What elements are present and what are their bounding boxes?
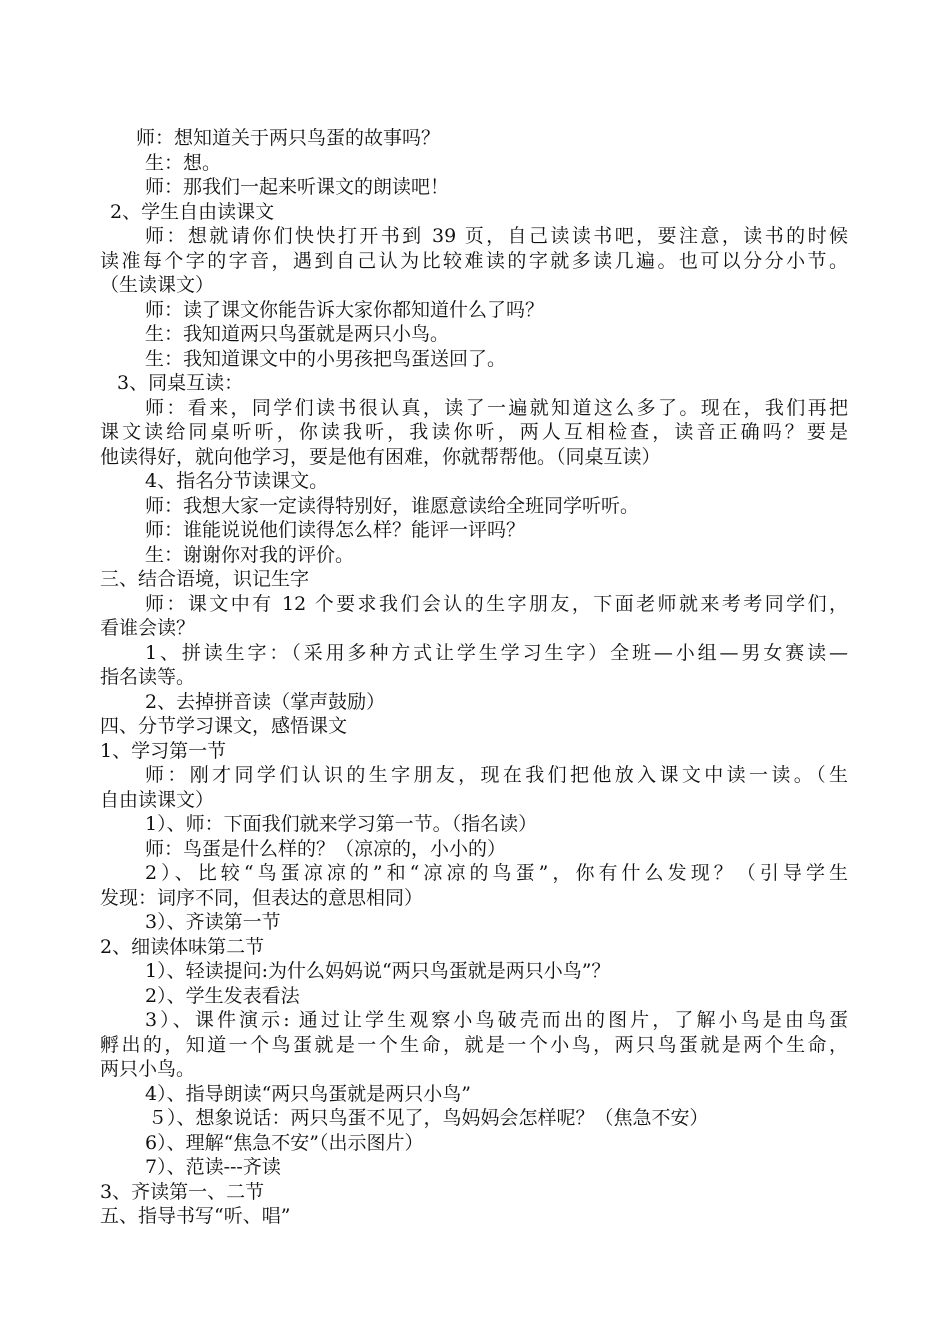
text-line: 指名读等。: [100, 666, 196, 688]
text-line: 他读得好，就向他学习，要是他有困难，你就帮帮他。（同桌互读）: [100, 445, 661, 468]
text-line: 师：我想大家一定读得特别好，谁愿意读给全班同学听听。: [145, 494, 640, 517]
text-line: 看谁会读？: [100, 617, 196, 639]
text-line: 五、指导书写“听、唱”: [100, 1205, 291, 1227]
text-line: 1）、师：下面我们就来学习第一节。（指名读）: [145, 813, 538, 835]
text-line: 生：我知道课文中的小男孩把鸟蛋送回了。: [145, 347, 507, 370]
text-line: 生：想。: [145, 151, 222, 174]
text-line: 1）、轻读提问:为什么妈妈说“两只鸟蛋就是两只小鸟”？: [145, 960, 611, 982]
text-line: 师：读了课文你能告诉大家你都知道什么了吗？: [145, 298, 545, 321]
text-line: 四、分节学习课文，感悟课文: [100, 715, 348, 737]
text-line: 师：谁能说说他们读得怎么样？能评一评吗？: [145, 519, 526, 541]
text-line: 师：想知道关于两只鸟蛋的故事吗？: [136, 127, 441, 149]
text-line: 师：那我们一起来听课文的朗读吧！: [145, 176, 450, 198]
text-line: 4、指名分节读课文。: [145, 470, 329, 492]
text-line: 师：想就请你们快快打开书到 39 页，自己读读书吧，要注意，读书的时候: [145, 225, 848, 247]
text-line: 生：我知道两只鸟蛋就是两只小鸟。: [145, 323, 450, 345]
text-line: 6）、理解“焦急不安”（出示图片）: [145, 1131, 424, 1154]
text-line: 3、齐读第一、二节: [100, 1180, 265, 1203]
text-line: 2）、学生发表看法: [145, 984, 300, 1007]
text-line: 1、拼读生字：（采用多种方式让学生学习生字）全班—小组—男女赛读—: [145, 641, 848, 664]
text-line: （生读课文）: [100, 274, 215, 296]
text-line: 2、学生自由读课文: [110, 200, 275, 223]
text-line: 孵出的，知道一个鸟蛋就是一个生命，就是一个小鸟，两只鸟蛋就是两个生命，: [100, 1033, 848, 1056]
text-line: 3）、课件演示: 通过让学生观察小鸟破壳而出的图片，了解小鸟是由鸟蛋: [145, 1009, 848, 1031]
text-line: 师：鸟蛋是什么样的？（凉凉的，小小的）: [145, 837, 507, 860]
text-line: 4）、指导朗读“两只鸟蛋就是两只小鸟”: [145, 1082, 472, 1105]
text-line: 2、去掉拼音读（掌声鼓励）: [145, 690, 386, 713]
text-line: 自由读课文）: [100, 788, 215, 811]
text-line: ５）、想象说话：两只鸟蛋不见了，鸟妈妈会怎样呢？（焦急不安）: [148, 1107, 709, 1129]
document-body: [100, 126, 848, 1229]
text-line: 2）、比较“鸟蛋凉凉的”和“凉凉的鸟蛋”，你有什么发现？（引导学生: [145, 862, 848, 884]
text-line: 7）、范读---齐读: [145, 1156, 281, 1178]
text-line: 师：看来，同学们读书很认真，读了一遍就知道这么多了。现在，我们再把: [145, 396, 848, 419]
text-line: 3）、齐读第一节: [145, 911, 281, 933]
text-line: 三、结合语境，识记生字: [100, 568, 310, 590]
text-line: 两只小鸟。: [100, 1058, 196, 1080]
text-line: 2、细读体味第二节: [100, 935, 265, 958]
text-line: 3、同桌互读：: [117, 372, 244, 394]
text-line: 1、学习第一节: [100, 739, 227, 762]
text-line: 发现：词序不同，但表达的意思相同）: [100, 886, 424, 909]
text-line: 读准每个字的字音，遇到自己认为比较难读的字就多读几遍。也可以分分小节。: [100, 249, 848, 272]
text-line: 课文读给同桌听听，你读我听，我读你听，两人互相检查，读音正确吗？要是: [100, 421, 848, 443]
text-line: 生：谢谢你对我的评价。: [145, 543, 355, 566]
text-line: 师：刚才同学们认识的生字朋友，现在我们把他放入课文中读一读。（生: [145, 764, 848, 786]
text-line: 师：课文中有 12 个要求我们会认的生字朋友，下面老师就来考考同学们，: [145, 592, 848, 615]
